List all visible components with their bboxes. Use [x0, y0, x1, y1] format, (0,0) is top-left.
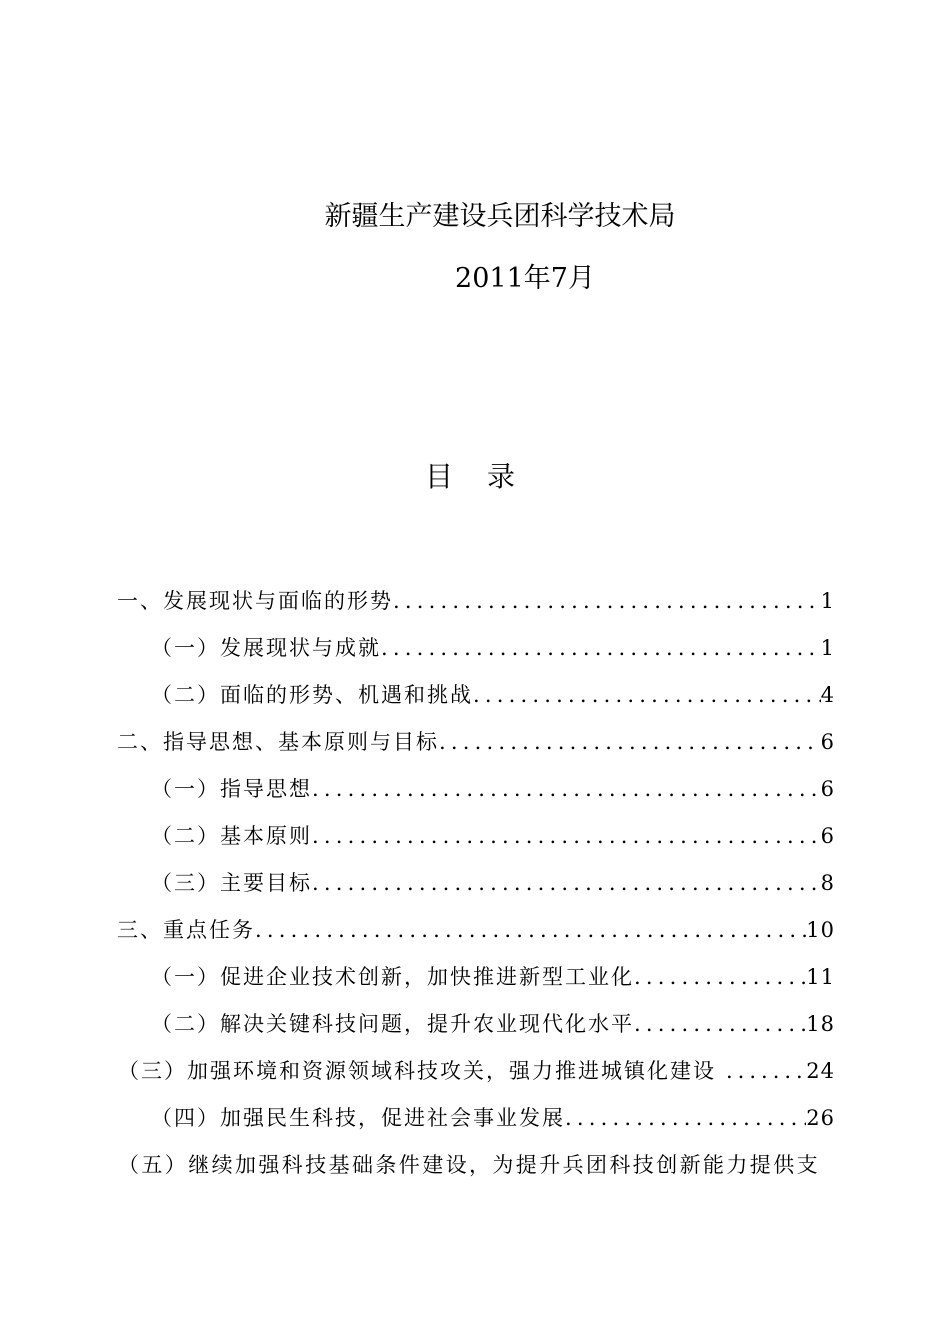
organization-name: 新疆生产建设兵团科学技术局 — [324, 201, 676, 232]
toc-page-number: 4 — [820, 683, 835, 707]
toc-entry-text: （二）解决关键科技问题，提升农业现代化水平 — [151, 1012, 634, 1036]
toc-entry-text: 三、重点任务 — [117, 918, 255, 942]
toc-entry-text: 二、指导思想、基本原则与目标 — [117, 730, 439, 754]
toc-entry-3-2[interactable] — [151, 1008, 835, 1038]
toc-entry-3-4[interactable] — [151, 1102, 835, 1132]
toc-page-number: 1 — [820, 589, 835, 613]
toc-leader — [393, 589, 821, 613]
toc-leader — [312, 871, 821, 895]
toc-entry-text: （三）主要目标 — [151, 871, 312, 895]
toc-page-number: 26 — [806, 1106, 835, 1130]
toc-entry-text: （一）指导思想 — [151, 777, 312, 801]
toc-entry-3-1[interactable] — [151, 961, 835, 991]
toc-entry-text: 一、发展现状与面临的形势 — [117, 589, 393, 613]
toc-leader — [473, 683, 821, 707]
toc-page-number: 6 — [820, 777, 835, 801]
toc-entry-text: （一）促进企业技术创新，加快推进新型工业化 — [151, 965, 634, 989]
toc-leader — [565, 1106, 806, 1130]
toc-entry-1[interactable] — [117, 585, 835, 615]
toc-leader — [634, 965, 806, 989]
toc-page-number: 24 — [806, 1059, 835, 1083]
toc-entry-3[interactable] — [117, 914, 835, 944]
toc-entry-text: （三）加强环境和资源领域科技攻关，强力推进城镇化建设 — [118, 1059, 716, 1083]
toc-leader — [381, 636, 821, 660]
toc-page-number: 1 — [820, 636, 835, 660]
toc-page-number: 18 — [806, 1012, 835, 1036]
toc-leader — [634, 1012, 806, 1036]
toc-entry-1-1[interactable] — [151, 632, 835, 662]
toc-entry-2-2[interactable] — [151, 820, 835, 850]
toc-entry-2-1[interactable] — [151, 773, 835, 803]
toc-page-number: 11 — [806, 965, 835, 989]
toc-leader — [312, 824, 821, 848]
toc-page-number: 8 — [820, 871, 835, 895]
toc-leader — [255, 918, 806, 942]
toc-entry-3-3[interactable] — [118, 1055, 835, 1085]
toc-page-number: 10 — [806, 918, 835, 942]
toc-entry-1-2[interactable] — [151, 679, 835, 709]
toc-entry-text: （二）面临的形势、机遇和挑战 — [151, 683, 473, 707]
publication-date: 2011年7月 — [455, 263, 595, 294]
toc-heading: 目录 — [424, 460, 549, 493]
toc-leader — [312, 777, 821, 801]
toc-leader — [439, 730, 821, 754]
toc-entry-text: （二）基本原则 — [151, 824, 312, 848]
toc-entry-3-5[interactable] — [118, 1149, 840, 1179]
toc-entry-text: （四）加强民生科技，促进社会事业发展 — [151, 1106, 565, 1130]
toc-entry-text: （五）继续加强科技基础条件建设，为提升兵团科技创新能力提供支 — [118, 1153, 820, 1177]
toc-entry-2-3[interactable] — [151, 867, 835, 897]
toc-entry-text: （一）发展现状与成就 — [151, 636, 381, 660]
toc-leader — [716, 1059, 806, 1083]
toc-page-number: 6 — [820, 824, 835, 848]
toc-entry-2[interactable] — [117, 726, 835, 756]
toc-page-number: 6 — [820, 730, 835, 754]
